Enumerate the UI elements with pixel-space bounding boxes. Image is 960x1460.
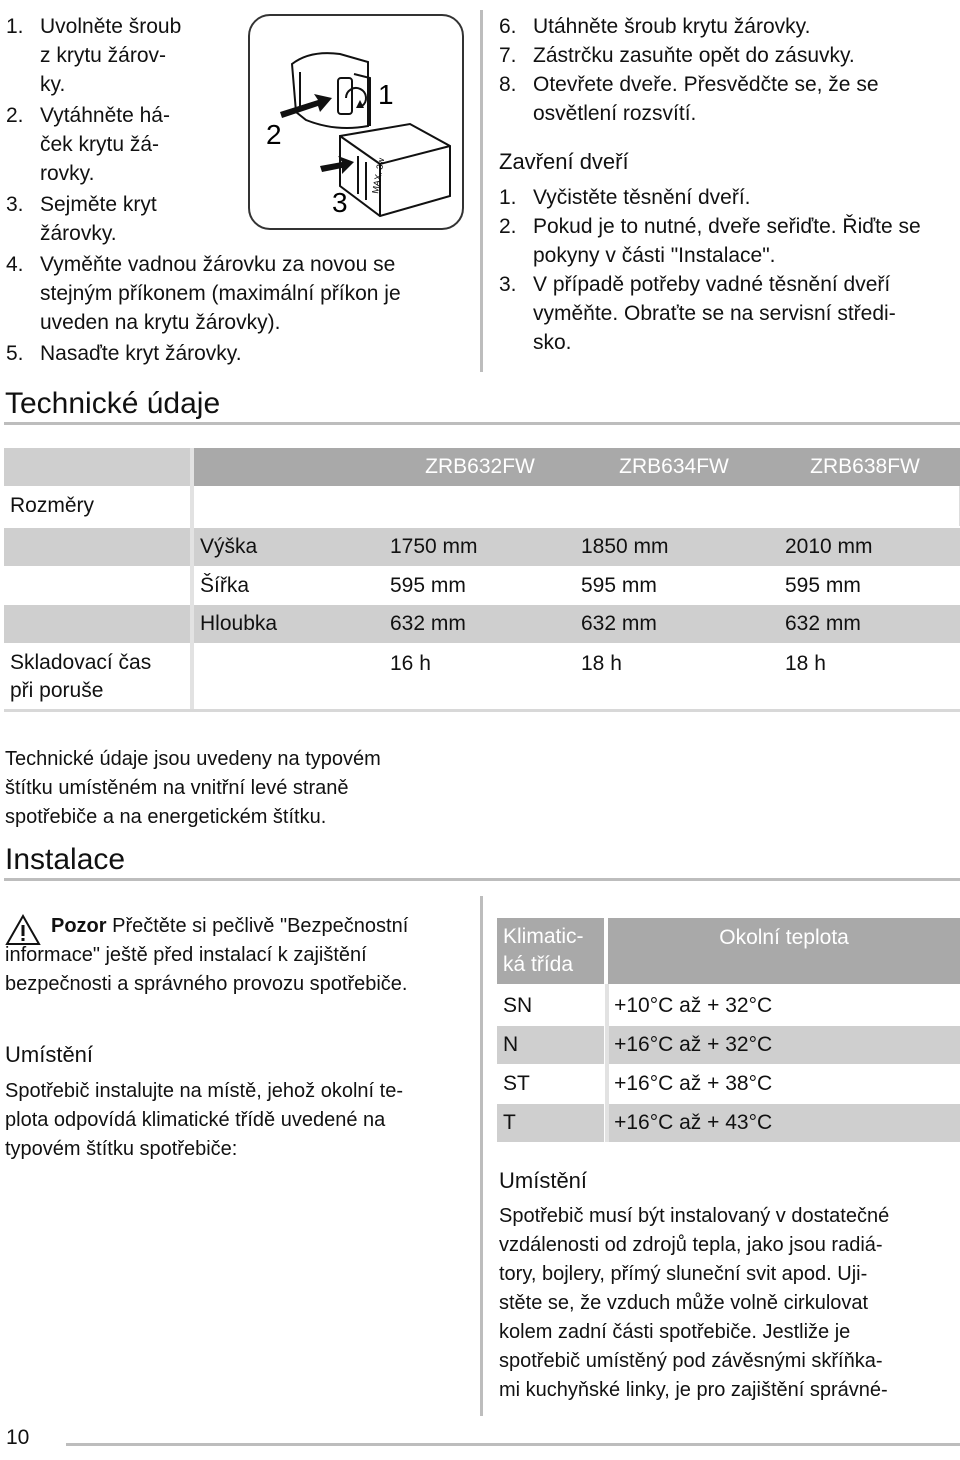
storage-time-label: Skladovací čas při poruše	[4, 645, 190, 709]
tech-data-table	[0, 448, 960, 712]
header-climate-class: Klimatic- ká třída	[497, 918, 604, 984]
footer-rule	[66, 1443, 960, 1446]
warning-keyword: Pozor	[51, 915, 107, 937]
placement-heading-left: Umístění	[5, 1042, 94, 1067]
page-number: 10	[6, 1426, 30, 1449]
table-spacer	[4, 566, 190, 605]
bulb-step: 5. Nasaďte kryt žárovky.	[6, 342, 242, 365]
row-label-height: Výška	[200, 535, 258, 558]
warning-text: Pozor Přečtěte si pečlivě "Bezpečnostní informace" ještě před instalací k zajištění bezpečnosti a správného provozu spotřebiče.	[5, 915, 409, 995]
table-row	[497, 1104, 960, 1142]
table-corner	[4, 448, 190, 486]
bulb-step: 8. Otevřete dveře. Přesvědčte se, že se osvětlení rozsvítí.	[499, 73, 879, 125]
temp-range-cell: +16°C až + 43°C	[608, 1104, 960, 1142]
lamp-diagram-icon	[250, 16, 462, 228]
door-step: 1. Vyčistěte těsnění dveří.	[499, 186, 751, 209]
placement-text-left: Spotřebič instalujte na místě, jehož okolní te- plota odpovídá klimatické třídě uvedené na typovém štítku spotřebiče:	[5, 1080, 403, 1160]
callout-2: 2	[266, 119, 282, 150]
column-divider	[480, 10, 483, 372]
table-cell: 1850 mm	[581, 535, 669, 558]
table-spacer	[4, 605, 190, 643]
table-cell: 632 mm	[390, 612, 466, 635]
placement-text-right: Spotřebič musí být instalovaný v dostatečné vzdálenosti od zdrojů tepla, jako jsou radiá- tory, bojlery, přímý sluneční svit apod. Uji- stěte se, že vzduch může volně cirkulovat kolem zadní části spotřebiče. Jestliže je spotřebič umístěný pod závěsnými skříňka- mi kuchyňské linky, je pro zajištění správné-	[499, 1205, 890, 1401]
door-closing-heading: Zavření dveří	[499, 149, 629, 174]
climate-class-cell: N	[497, 1026, 604, 1064]
table-cell: 18 h	[785, 652, 826, 675]
table-row	[497, 987, 960, 1025]
climate-class-cell: ST	[497, 1065, 604, 1103]
install-section-title: Instalace	[5, 843, 126, 876]
table-cell: 595 mm	[785, 573, 861, 597]
bulb-steps-continued	[499, 12, 959, 128]
door-step: 2. Pokud je to nutné, dveře seřiďte. Řiďte se pokyny v části "Instalace".	[499, 215, 921, 267]
lamp-label-text: MAX. 3w	[370, 157, 387, 195]
table-row	[497, 1026, 960, 1064]
table-spacer	[4, 528, 190, 566]
table-divider	[605, 984, 609, 1142]
header-ambient-temp: Okolní teplota	[608, 918, 960, 984]
bulb-step: 4. Vyměňte vadnou žárovku za novou se stejným příkonem (maximální příkon je uveden na krytu žárovky).	[6, 253, 401, 334]
row-label-width: Šířka	[200, 573, 250, 597]
climate-class-table	[0, 918, 960, 1142]
bulb-step: 3. Sejměte kryt žárovky.	[6, 193, 157, 245]
bulb-step: 2. Vytáhněte há- ček krytu žá- rovky.	[6, 104, 170, 185]
row-label-depth: Hloubka	[200, 612, 278, 635]
model-header: ZRB632FW	[425, 455, 535, 478]
climate-class-cell: T	[497, 1104, 604, 1142]
table-bottom-line	[4, 709, 960, 712]
bulb-step: 7. Zástrčku zasuňte opět do zásuvky.	[499, 44, 855, 67]
bulb-cover-illustration	[248, 14, 464, 230]
temp-range-cell: +16°C až + 32°C	[608, 1026, 960, 1064]
placement-heading-right: Umístění	[499, 1168, 588, 1193]
dimensions-label: Rozměry	[4, 486, 190, 526]
bulb-step: 6. Utáhněte šroub krytu žárovky.	[499, 15, 811, 38]
callout-1: 1	[378, 79, 394, 110]
table-row	[497, 1065, 960, 1103]
table-cell: 595 mm	[390, 573, 466, 597]
bulb-step: 1. Uvolněte šroub z krytu žárov- ky.	[6, 15, 182, 96]
temp-range-cell: +16°C až + 38°C	[608, 1065, 960, 1103]
table-divider	[190, 448, 194, 712]
temp-range-cell: +10°C až + 32°C	[608, 987, 960, 1025]
tech-section-title: Technické údaje	[5, 387, 221, 420]
table-cell: 18 h	[581, 652, 622, 675]
section-rule	[4, 422, 960, 425]
tech-note: Technické údaje jsou uvedeny na typovém štítku umístěném na vnitřní levé straně spotřebiče a na energetickém štítku.	[5, 748, 381, 828]
door-step: 3. V případě potřeby vadné těsnění dveří vyměňte. Obraťte se na servisní středi- sko.	[499, 273, 896, 354]
door-closing-steps	[499, 183, 959, 357]
climate-table-header	[497, 918, 960, 984]
table-spacer	[194, 486, 960, 526]
table-cell: 632 mm	[581, 612, 657, 635]
table-cell: 1750 mm	[390, 535, 478, 558]
climate-class-cell: SN	[497, 987, 604, 1025]
table-cell: 632 mm	[785, 612, 861, 635]
table-cell: 595 mm	[581, 573, 657, 597]
section-rule	[4, 878, 960, 881]
callout-3: 3	[332, 187, 348, 218]
model-header: ZRB634FW	[619, 455, 729, 478]
table-cell: 16 h	[390, 652, 431, 675]
table-cell: 2010 mm	[785, 535, 873, 558]
model-header: ZRB638FW	[810, 455, 920, 478]
